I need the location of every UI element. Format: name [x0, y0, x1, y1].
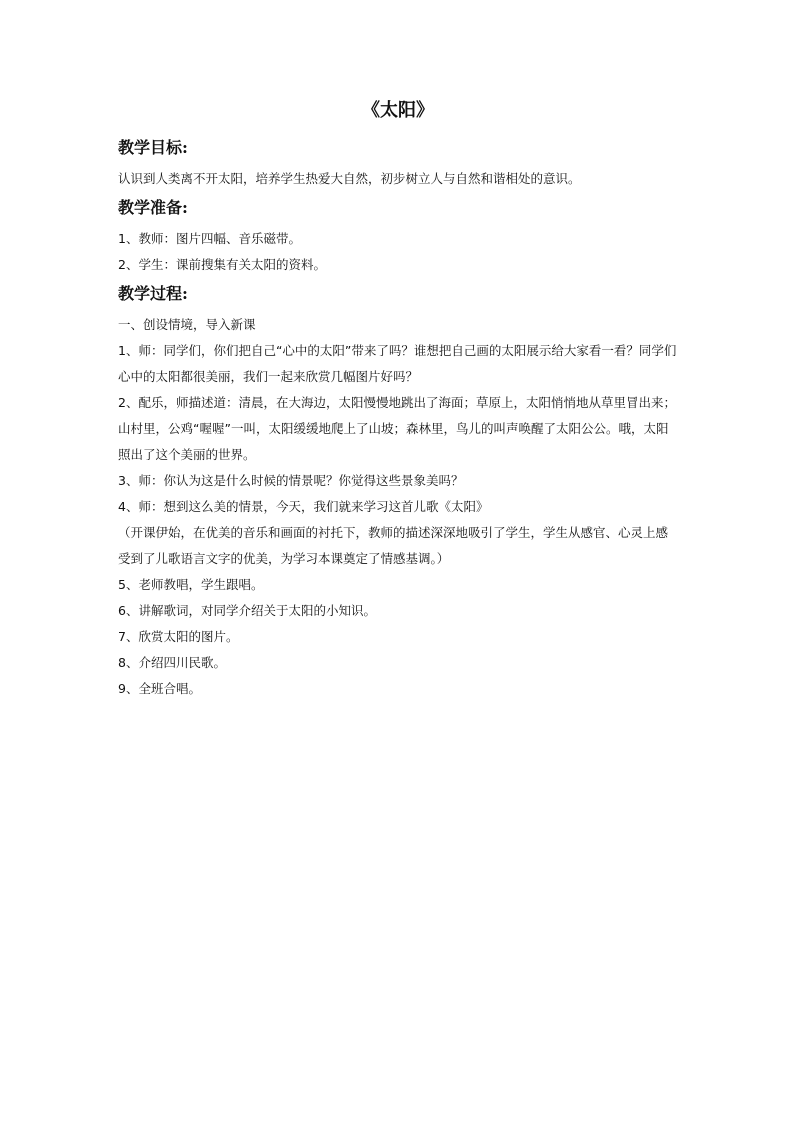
process-step-intro: 一、创设情境，导入新课	[118, 317, 256, 332]
section-goals	[118, 136, 678, 192]
section-heading-preparation: 教学准备:	[118, 198, 188, 217]
process-step-5: 5、老师教唱，学生跟唱。	[118, 577, 264, 592]
section-preparation	[118, 196, 678, 278]
section-heading-goals: 教学目标:	[118, 138, 188, 157]
process-step-3: 3、师：你认为这是什么时候的情景呢？你觉得这些景象美吗？	[118, 473, 464, 488]
process-step-1: 1、师：同学们，你们把自己“心中的太阳”带来了吗？谁想把自己画的太阳展示给大家看一看？同学们心中的太阳都很美丽，我们一起来欣赏几幅图片好吗？	[118, 343, 677, 384]
section-heading-process: 教学过程:	[118, 284, 188, 303]
section-process	[118, 282, 678, 702]
document-page	[118, 98, 678, 702]
document-title: 《太阳》	[362, 100, 434, 121]
process-step-6: 6、讲解歌词，对同学介绍关于太阳的小知识。	[118, 603, 376, 618]
process-step-9: 9、全班合唱。	[118, 681, 201, 696]
process-note: （开课伊始，在优美的音乐和画面的衬托下，教师的描述深深地吸引了学生，学生从感官、心灵上感受到了儿歌语言文字的优美，为学习本课奠定了情感基调。）	[118, 525, 669, 566]
process-step-7: 7、欣赏太阳的图片。	[118, 629, 239, 644]
process-step-8: 8、介绍四川民歌。	[118, 655, 226, 670]
goals-text: 认识到人类离不开太阳，培养学生热爱大自然，初步树立人与自然和谐相处的意识。	[118, 171, 581, 186]
preparation-item-student: 2、学生：课前搜集有关太阳的资料。	[118, 257, 326, 272]
process-step-4: 4、师：想到这么美的情景，今天，我们就来学习这首儿歌《太阳》	[118, 499, 489, 514]
process-step-2: 2、配乐，师描述道：清晨，在大海边，太阳慢慢地跳出了海面；草原上，太阳悄悄地从草里冒出来；山村里，公鸡“喔喔”一叫，太阳缓缓地爬上了山坡；森林里，鸟儿的叫声唤醒了太阳公公。哦，太阳照出了这个美丽的世界。	[118, 395, 676, 462]
preparation-item-teacher: 1、教师：图片四幅、音乐磁带。	[118, 231, 301, 246]
